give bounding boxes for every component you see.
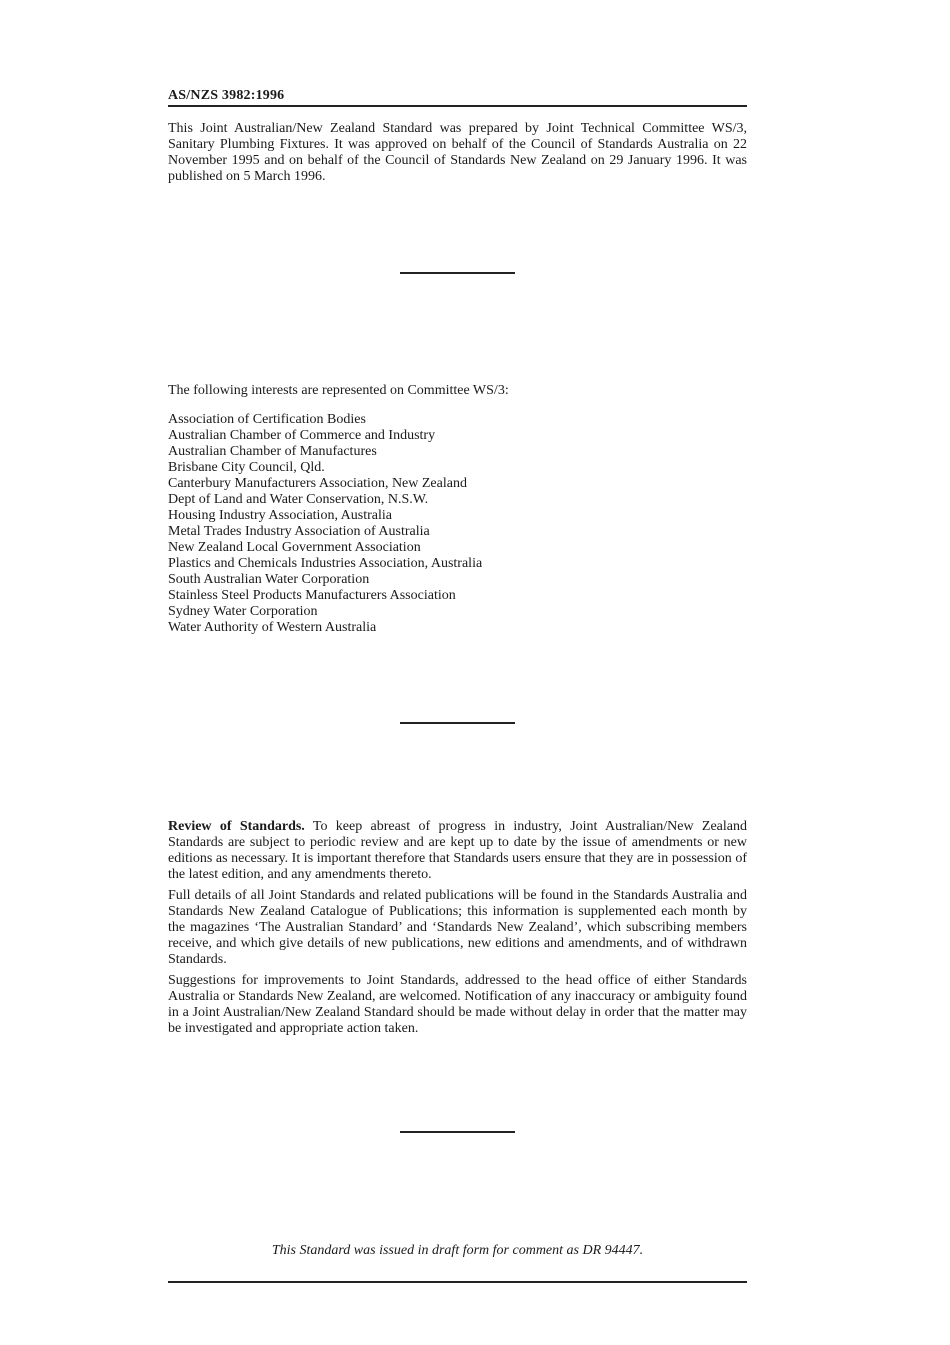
committee-member-list — [168, 412, 482, 636]
document-page — [168, 0, 747, 1345]
review-paragraph — [168, 819, 747, 883]
section-divider — [400, 722, 515, 724]
list-item: Australian Chamber of Commerce and Industry — [168, 428, 436, 443]
document-identifier: AS/NZS 3982:1996 — [168, 88, 285, 103]
list-item: Brisbane City Council, Qld. — [168, 460, 325, 475]
list-item: Metal Trades Industry Association of Australia — [168, 524, 430, 539]
list-item: South Australian Water Corporation — [168, 572, 370, 587]
review-section — [168, 819, 747, 1042]
draft-note: This Standard was issued in draft form for comment as DR 94447. — [271, 1243, 644, 1258]
section-divider — [400, 1131, 515, 1133]
list-item: Water Authority of Western Australia — [168, 620, 377, 635]
list-item: Housing Industry Association, Australia — [168, 508, 392, 523]
section-divider — [400, 272, 515, 274]
list-item: Dept of Land and Water Conservation, N.S.W. — [168, 492, 429, 507]
list-item: Sydney Water Corporation — [168, 604, 318, 619]
review-paragraph: Suggestions for improvements to Joint Standards, addressed to the head office of either Standards Australia or Standards New Zealand, are welcomed. Notification of any inaccuracy or ambiguity found in a Joint Australian/New Zealand Standard should be made without delay in order that the matter may be investigated and appropriate action taken. — [168, 973, 747, 1036]
list-item: Plastics and Chemicals Industries Association, Australia — [168, 556, 483, 571]
list-item: Australian Chamber of Manufactures — [168, 444, 377, 459]
committee-intro: The following interests are represented on Committee WS/3: — [168, 383, 509, 398]
review-paragraph: Full details of all Joint Standards and related publications will be found in the Standards Australia and Standards New Zealand Catalogue of Publications; this information is supplemented each month by the magazines ‘The Australian Standard’ and ‘Standards New Zealand’, which subscribing members receive, and which give details of new publications, new editions and amendments, and of withdrawn Standards. — [168, 888, 747, 967]
review-text: To keep abreast of progress in industry, Joint Australian/New Zealand Standards are subject to periodic review and are kept up to date by the issue of amendments or new editions as necessary. It is important therefore that Standards users ensure that they are in possession of the latest edition, and any amendments thereto. — [168, 819, 748, 882]
header-rule — [168, 105, 747, 107]
list-item: Stainless Steel Products Manufacturers Association — [168, 588, 456, 603]
list-item: Canterbury Manufacturers Association, New Zealand — [168, 476, 467, 491]
preparation-paragraph: This Joint Australian/New Zealand Standard was prepared by Joint Technical Committee WS/3, Sanitary Plumbing Fixtures. It was approved on behalf of the Council of Standards Australia on 22 November 1995 and on behalf of the Council of Standards New Zealand on 29 January 1996. It was published on 5 March 1996. — [168, 121, 747, 184]
list-item: New Zealand Local Government Association — [168, 540, 421, 555]
review-heading: Review of Standards. — [168, 819, 305, 834]
list-item: Association of Certification Bodies — [168, 412, 366, 427]
footer-rule — [168, 1281, 747, 1283]
